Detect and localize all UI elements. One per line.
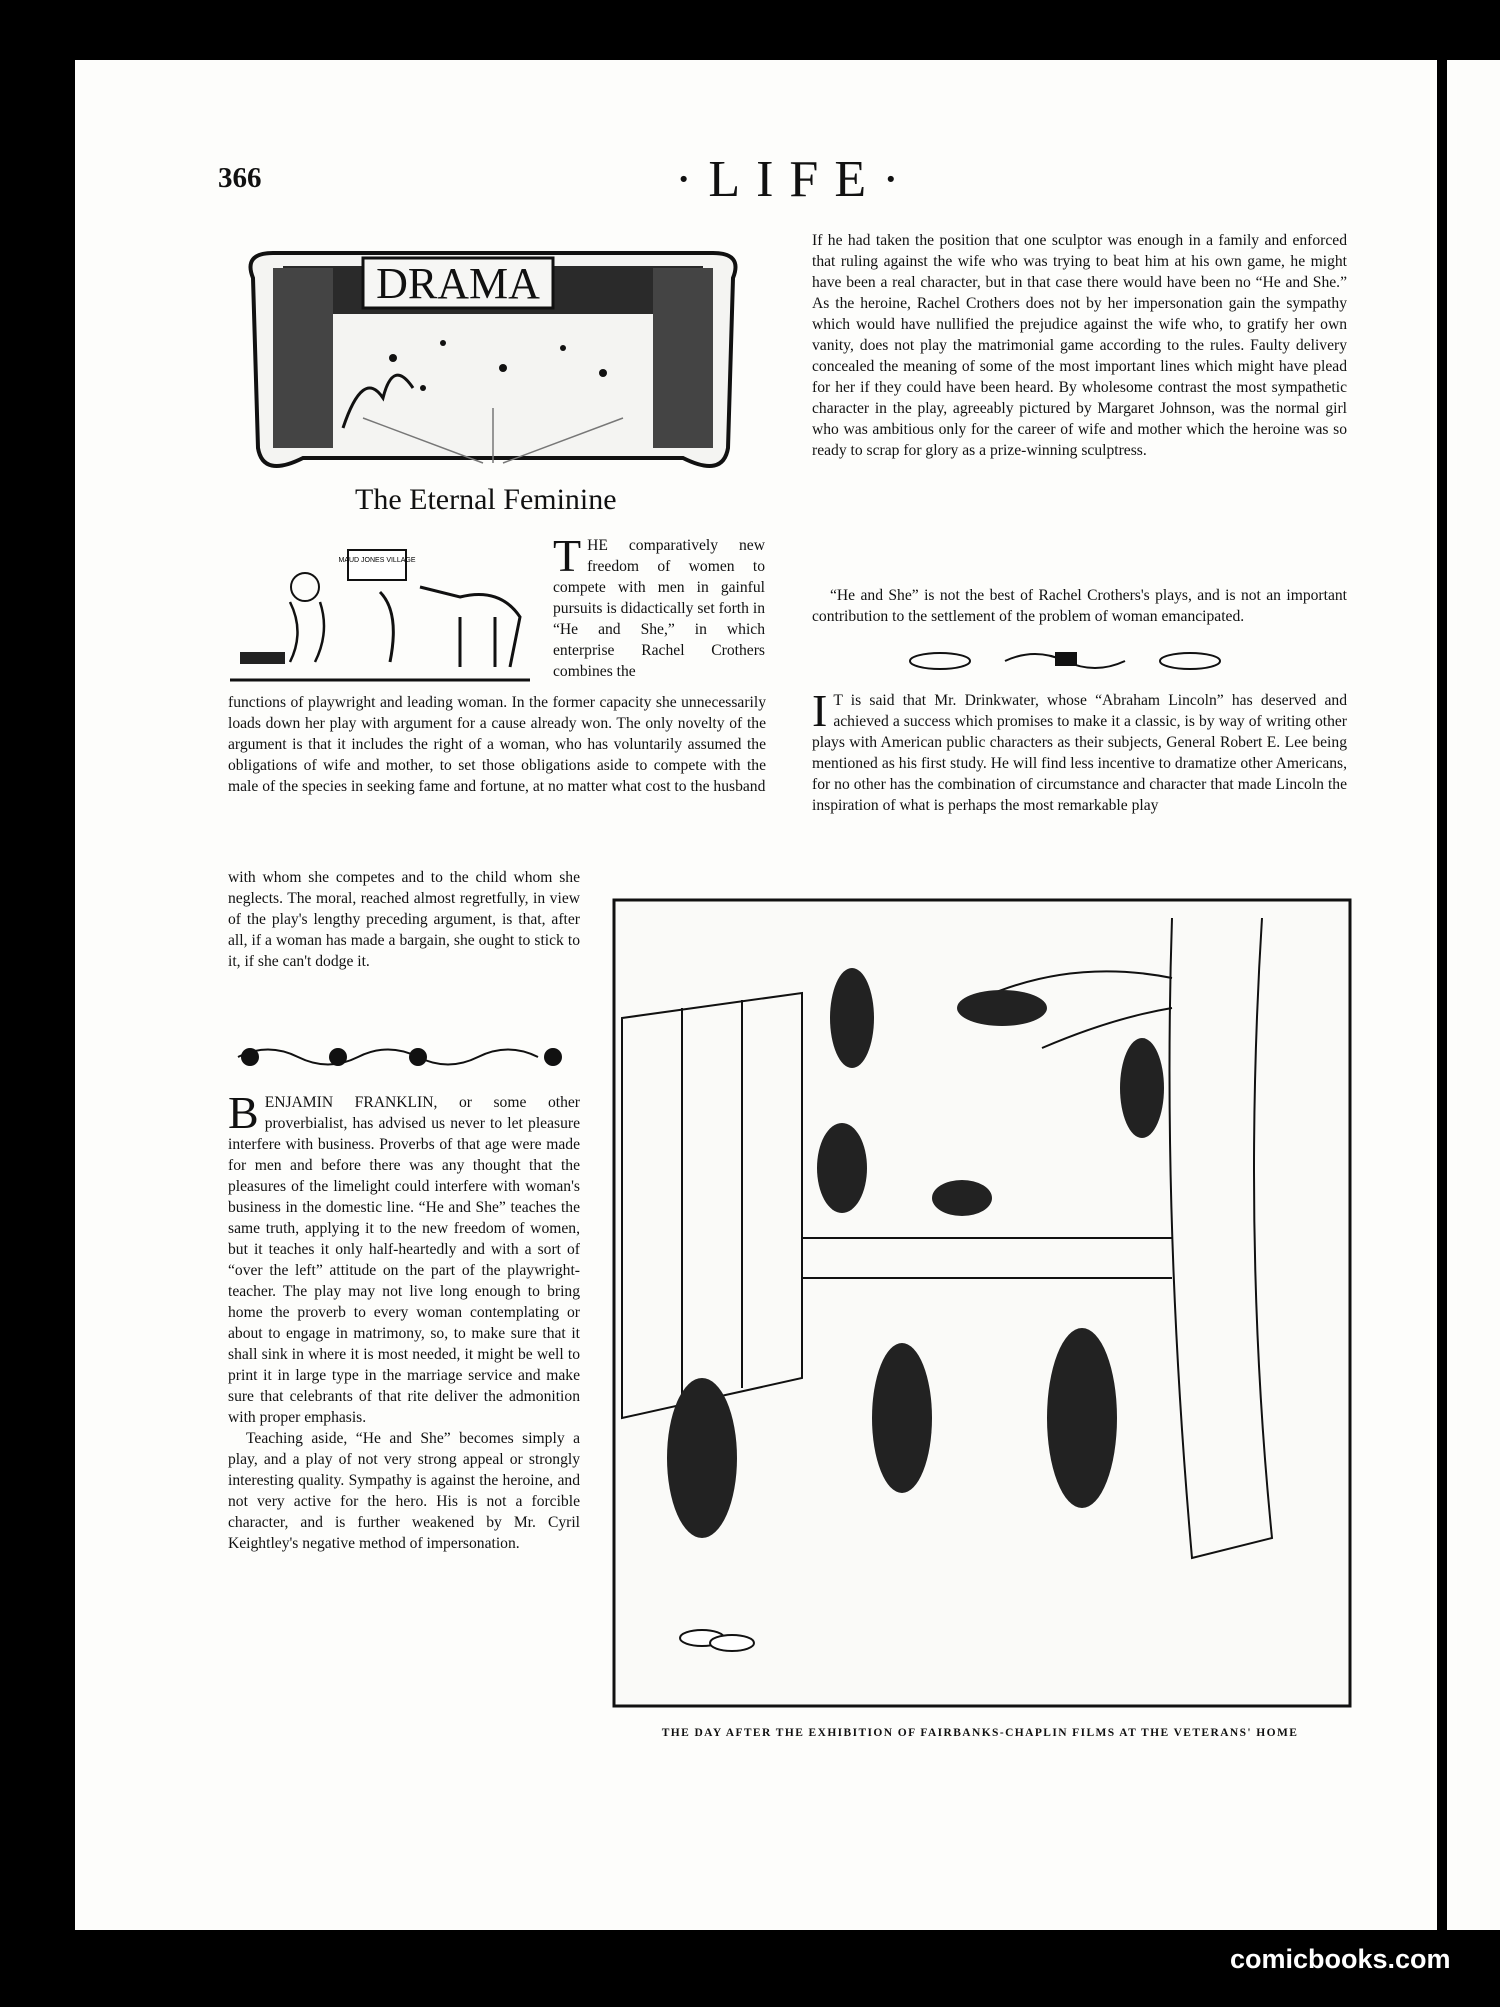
- article1-drop-cap: T: [553, 530, 582, 581]
- page-number: 366: [218, 162, 262, 194]
- article2-paragraph2: Teaching aside, “He and She” becomes simply a play, and a play of not very strong appeal or strongly interesting quality. Sympathy is against the heroine, and not very active for the hero. His is not a forcible character, and is further weakened by Mr. Cyril Keightley's negative method of impersonation.: [228, 1430, 580, 1552]
- article2-text: [228, 1087, 580, 1554]
- right-column-paragraph3-text: T is said that Mr. Drinkwater, whose “Abraham Lincoln” has deserved and achieved a success which promises to make it a classic, is by way of writing other plays with American public characters as their subjects, General Robert E. Lee being mentioned as his first study. He will find less incentive to dramatize other Americans, for no other has the combination of circumstance and character that made Lincoln the inspiration of what is perhaps the most remarkable play: [812, 692, 1347, 814]
- watermark: comicbooks.com: [1230, 1944, 1451, 1974]
- article2-paragraph1: ENJAMIN FRANKLIN, or some other proverbialist, has advised us never to let pleasure interfere with business. Proverbs of that age were made for men and before there was any thought that the pleasures of the limelight could interfere with woman's business in the domestic line. “He and She” teaches the same truth, applying it to the new freedom of women, but it teaches it only half-heartedly and with a sort of “over the left” attitude on the part of the playwright-teacher. The play may not live long enough to bring home the proverb to every woman contemplating or about to engage in matrimony, so, to make sure that it shall sink in where it is most needed, it might be well to print it in large type in the marriage service and make sure that celebrants of that rite deliver the admonition with proper emphasis.: [228, 1094, 580, 1426]
- drama-banner-title: DRAMA: [376, 259, 540, 308]
- illustration-sign-text: MAUD JONES VILLAGE: [338, 557, 416, 564]
- right-column-paragraph2: “He and She” is not the best of Rachel Crothers's plays, and is not an important contribution to the settlement of the problem of woman emancipated.: [812, 587, 1347, 625]
- article2-drop-cap: B: [228, 1087, 259, 1138]
- article1-paragraph-continued: functions of playwright and leading woman. In the former capacity she unnecessarily loads down her play with argument for a cause already won. The only novelty of the argument is that it includes the right of a woman, who has voluntarily assumed the obligations of wife and mother, to set those obligations aside to compete with the male of the species in seeking fame and fortune, at no matter what cost to the husband: [228, 694, 766, 795]
- masthead: ·LIFE·: [675, 151, 916, 208]
- right-column-paragraph3: [812, 685, 1347, 816]
- right-column-drop-cap: I: [812, 685, 828, 736]
- cartoon-caption: THE DAY AFTER THE EXHIBITION OF FAIRBANKS-CHAPLIN FILMS AT THE VETERANS' HOME: [661, 1727, 1299, 1739]
- article1-lead-text: HE comparatively new freedom of women to compete with men in gainful pursuits is didactically set forth in “He and She,” in which enterprise Rachel Crothers combines the: [553, 537, 765, 680]
- cartoon-illustration: [612, 898, 1352, 1708]
- article1-lead: [553, 530, 765, 682]
- adjacent-page-edge: [1447, 60, 1500, 1930]
- ornamental-divider-right: [905, 647, 1225, 675]
- article1-paragraph-narrow: with whom she competes and to the child whom she neglects. The moral, reached almost regretfully, in view of the play's lengthy preceding argument, is that, after all, if a woman has made a bargain, she ought to stick to it, if she can't dodge it.: [228, 869, 580, 970]
- drama-banner-illustration: [243, 248, 743, 486]
- woman-and-horse-illustration: [230, 542, 540, 687]
- ornamental-divider: [228, 1042, 568, 1072]
- article-headline: The Eternal Feminine: [355, 483, 617, 516]
- right-column-paragraph1: If he had taken the position that one sculptor was enough in a family and enforced that ruling against the wife who was trying to beat him at his own game, he might have been a real character, but in that case there would have been no “He and She.” As the heroine, Rachel Crothers does not by her impersonation gain the sympathy which would have nullified the prejudice against the wife who, to gratify her own vanity, does not play the matrimonial game according to the rules. Faulty delivery concealed the meaning of some of the most important lines which might have plead for her if they could have been heard. By wholesome contrast the most sympathetic character in the play, agreeably pictured by Margaret Johnson, was the normal girl who was ambitious only for the career of wife and mother which the heroine was so ready to scrap for glory as a prize-winning sculptress.: [812, 232, 1347, 459]
